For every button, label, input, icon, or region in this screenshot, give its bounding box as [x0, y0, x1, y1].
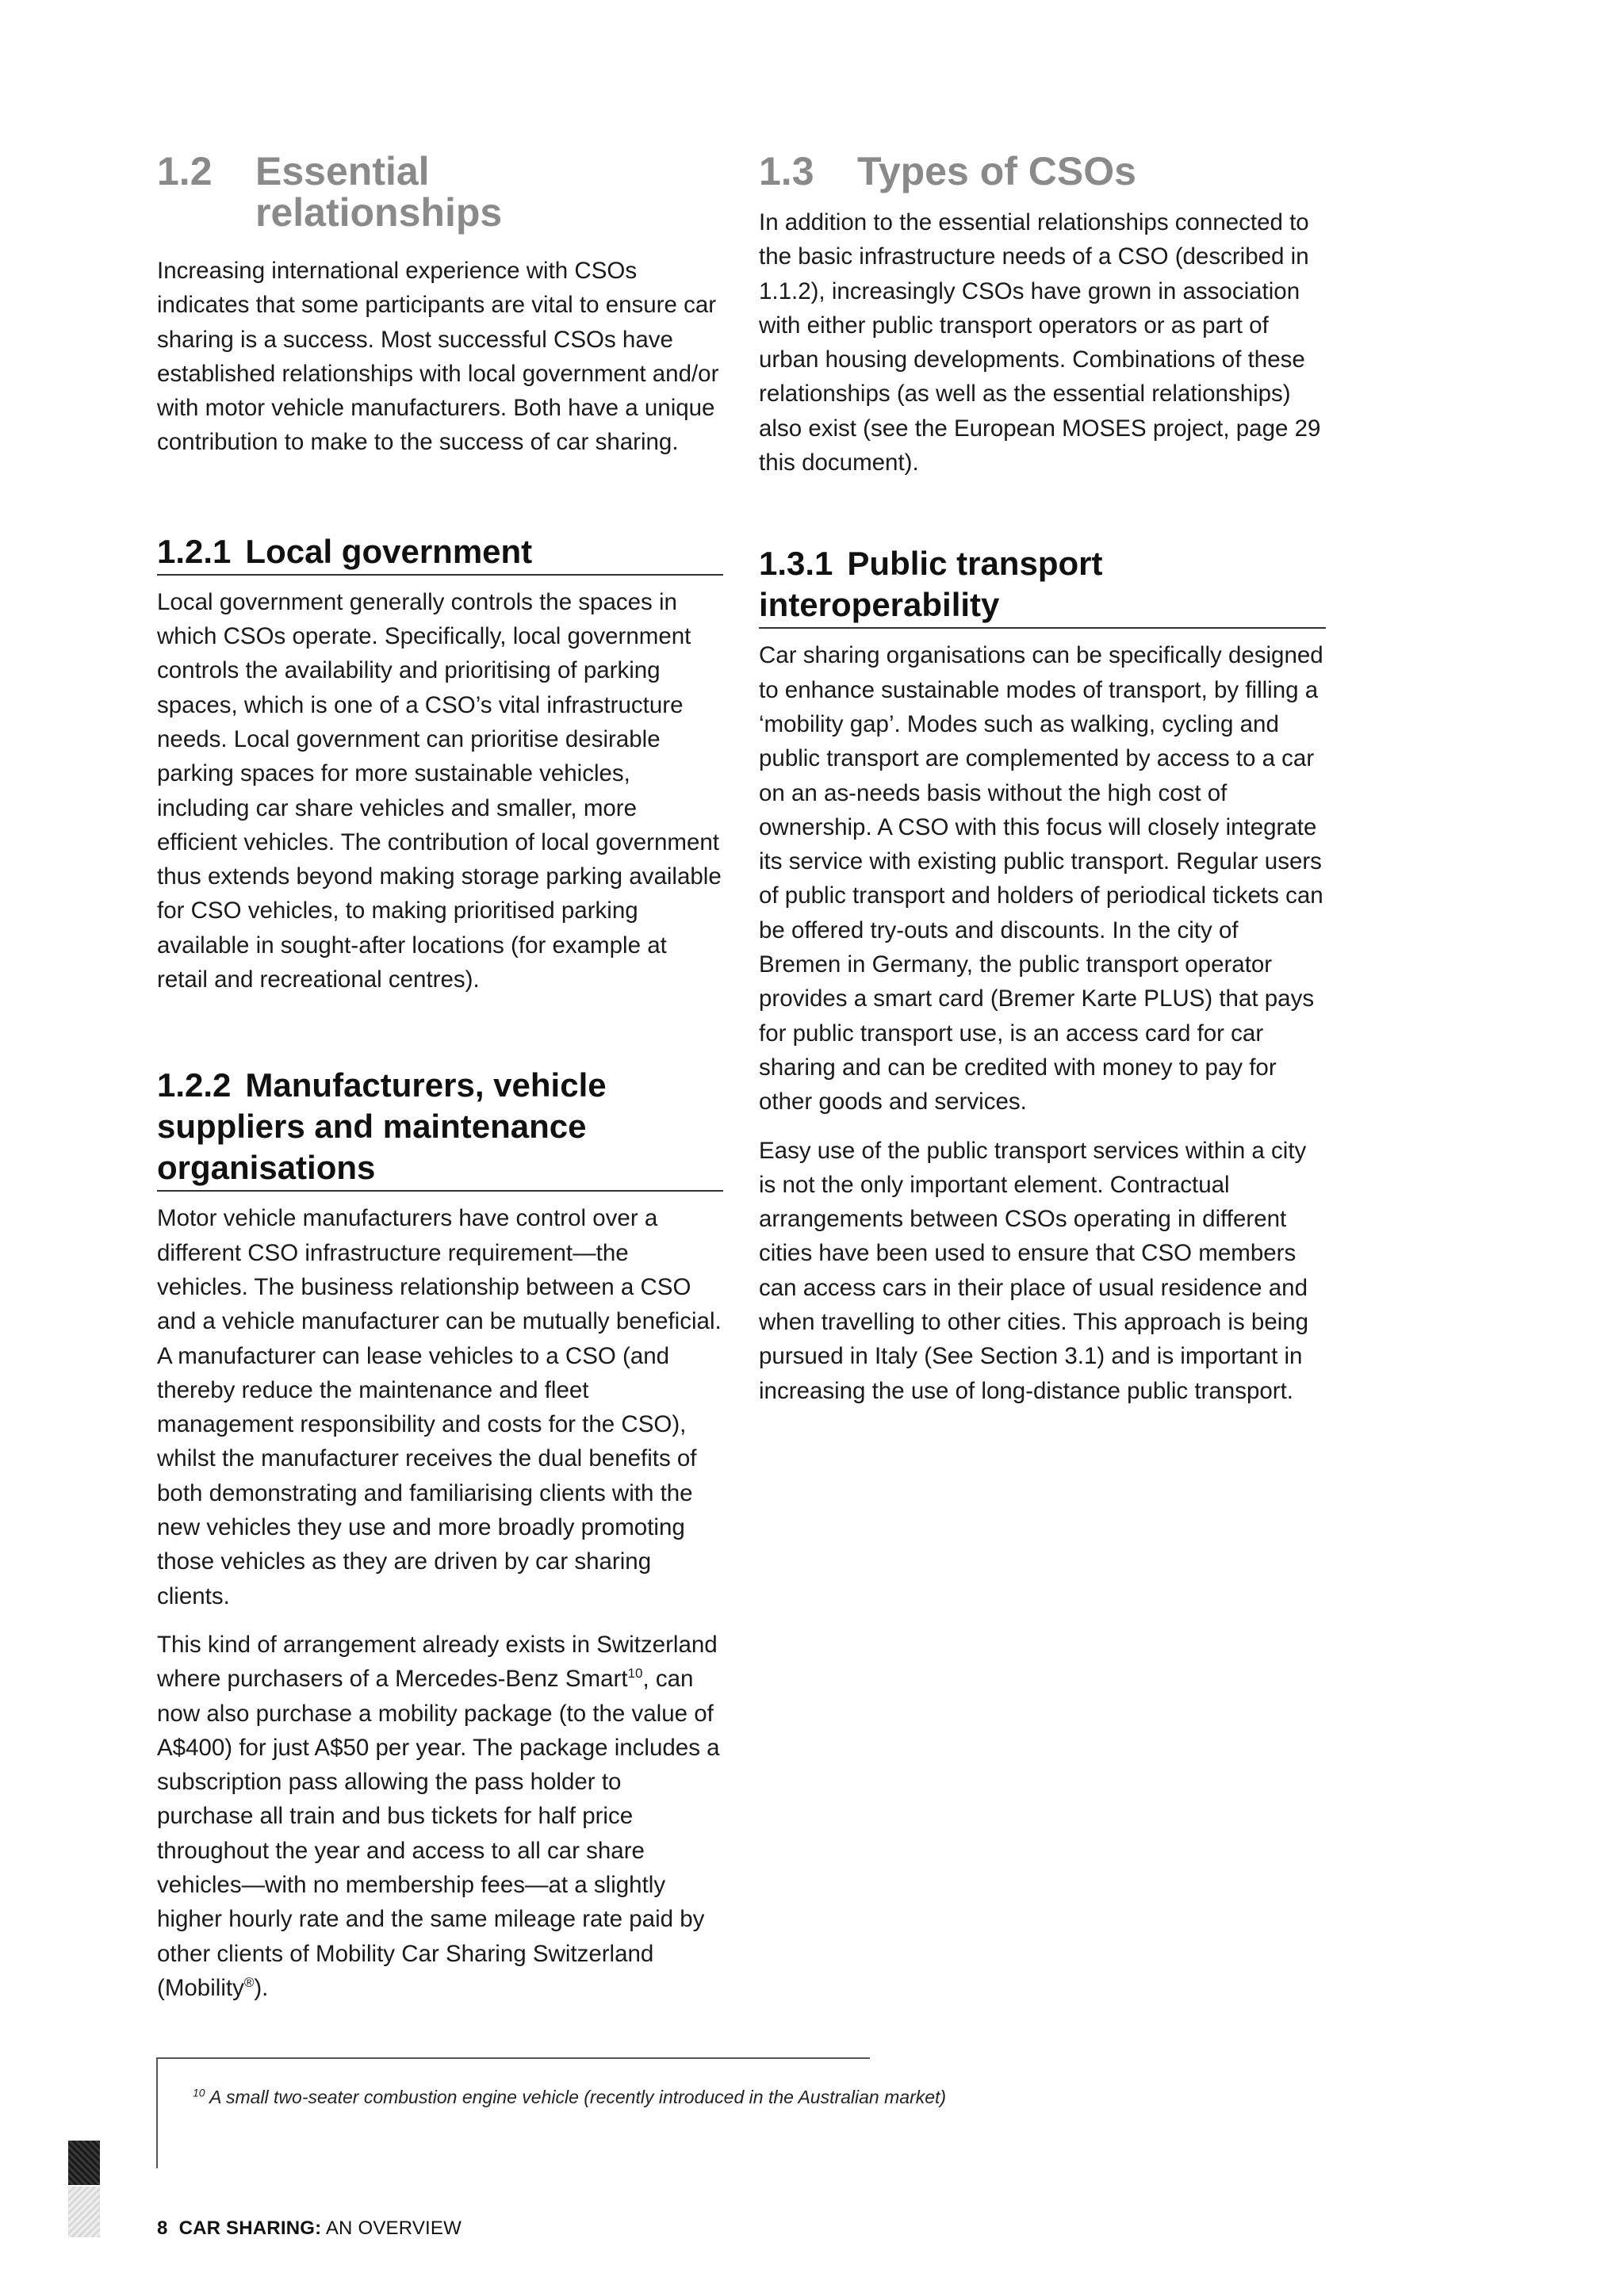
section-1-2-paragraph: Increasing international experience with CSOs indicates that some participants are vital to ensure car sharing is a success. Most successful CSOs have established relationships with local government and/or with motor vehicle manufacturers. Both have a unique contribution to make to the success of car sharing.	[157, 258, 719, 456]
section-1-3-1-heading: 1.3.1 Public transport interoperability	[759, 543, 1326, 629]
footnote-ref: 10	[627, 1666, 643, 1682]
left-column	[157, 151, 723, 2005]
section-1-2-2-heading: 1.2.2 Manufacturers, vehicle suppliers and maintenance organisations	[157, 1065, 723, 1192]
section-title: Essential relationships	[255, 149, 503, 235]
section-1-2-heading	[157, 151, 723, 233]
section-number: 1.2	[157, 149, 213, 193]
section-1-2-1-heading: 1.2.1 Local government	[157, 531, 723, 576]
section-1-3-paragraph: In addition to the essential relationships connected to the basic infrastructure needs of a CSO (described in 1.1.2), increasingly CSOs have grown in association with either public transport operators or as part of urban housing developments. Combinations of these relationships (as well as the essential relationships) also exist (see the European MOSES project, page 29 this document).	[759, 209, 1321, 476]
section-1-2-1-paragraph: Local government generally controls the spaces in which CSOs operate. Specifically, local government controls the availability and prioritising of parking spaces, which is one of a CSO’s vital infrastructure needs. Local government can prioritise desirable parking spaces for more sustainable vehicles, including car share vehicles and smaller, more efficient vehicles. The contribution of local government thus extends beyond making storage parking available for CSO vehicles, to making prioritised parking available in sought-after locations (for example at retail and recreational centres).	[157, 588, 722, 993]
section-1-3-1-paragraph-2: Easy use of the public transport services within a city is not the only important element. Contractual arrangements between CSOs operating in different cities have been used to ensure that CSO members can access cars in their place of usual residence and when travelling to other cities. This approach is being pursued in Italy (See Section 3.1) and is important in increasing the use of long-distance public transport.	[759, 1137, 1309, 1404]
section-1-3-heading	[759, 151, 1326, 192]
section-1-3-1-paragraph-1: Car sharing organisations can be specifically designed to enhance sustainable modes of transport, by filling a ‘mobility gap’. Modes such as walking, cycling and public transport are complemented by access to a car on an as-needs basis without the high cost of ownership. A CSO with this focus will closely integrate its service with existing public transport. Regular users of public transport and holders of periodical tickets can be offered try-outs and discounts. In the city of Bremen in Germany, the public transport operator provides a smart card (Bremer Karte PLUS) that pays for public transport use, is an access card for car sharing and can be credited with money to pay for other goods and services.	[759, 642, 1323, 1115]
section-1-2-2-paragraph-1: Motor vehicle manufacturers have control over a different CSO infrastructure requirement—the vehicles. The business relationship between a CSO and a vehicle manufacturer can be mutually beneficial. A manufacturer can lease vehicles to a CSO (and thereby reduce the maintenance and fleet management responsibility and costs for the CSO), whilst the manufacturer receives the dual benefits of both demonstrating and familiarising clients with the new vehicles they use and more broadly promoting those vehicles as they are driven by car sharing clients.	[157, 1205, 722, 1609]
footer-title-bold: CAR SHARING:	[178, 2218, 322, 2239]
right-column	[759, 151, 1326, 1408]
section-1-2-2-paragraph-2: This kind of arrangement already exists in Switzerland where purchasers of a Mercedes-Benz Smart$^{10}$, can now also purchase a mobility package (to the value of A$400) for just A$50 per year. The package includes a subscription pass allowing the pass holder to purchase all train and bus tickets for half price throughout the year and access to all car share vehicles—with no membership fees—at a slightly higher hourly rate and the same mileage rate paid by other clients of Mobility Car Sharing Switzerland (Mobility®).	[157, 1631, 720, 2001]
footnote-rule-vertical	[156, 2057, 158, 2168]
footnote: $^{10}$ A small two-seater combustion engine vehicle (recently introduced in the Australian market)	[193, 2086, 947, 2107]
page-marker-dark	[68, 2141, 100, 2185]
registered-mark: ®	[243, 1975, 255, 1991]
page-marker-light	[68, 2187, 100, 2237]
section-title: Types of CSOs	[857, 149, 1136, 193]
footer-title-rest: AN OVERVIEW	[321, 2218, 462, 2239]
page-number: 8	[157, 2218, 168, 2239]
footnote-rule	[156, 2057, 870, 2059]
section-number: 1.3	[759, 149, 814, 193]
page-footer	[157, 2218, 462, 2240]
